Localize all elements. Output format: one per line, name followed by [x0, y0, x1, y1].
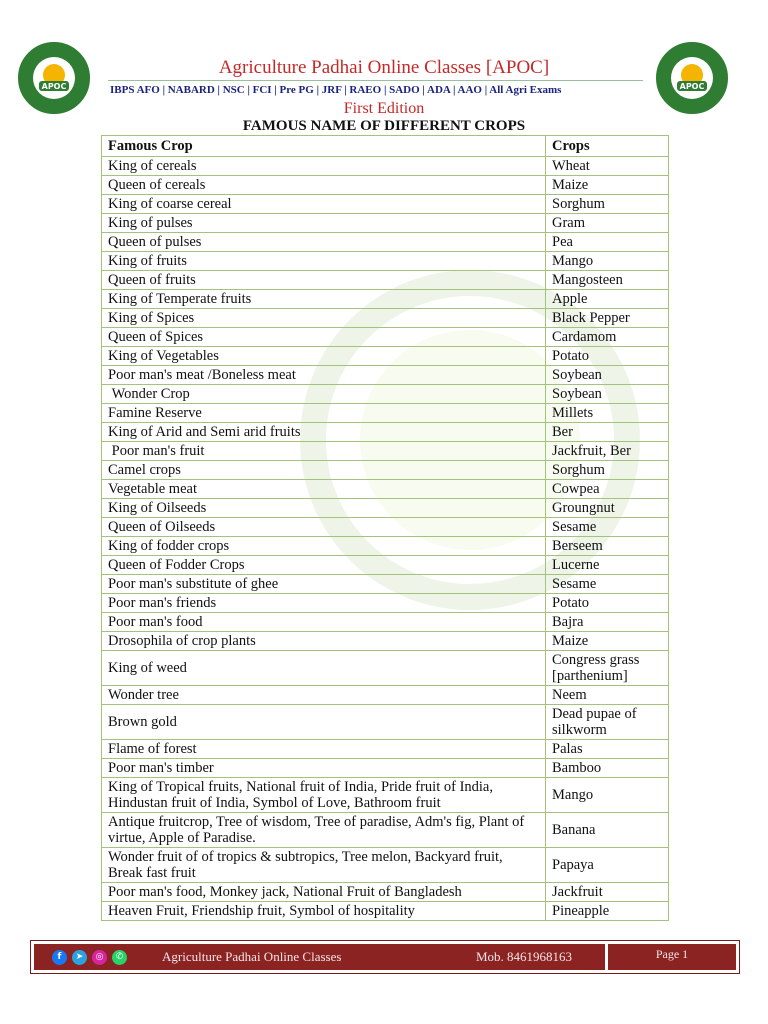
crop-cell: Sorghum [546, 195, 669, 214]
footer-org-name: Agriculture Padhai Online Classes [162, 949, 342, 964]
table-row [102, 423, 669, 442]
table-row [102, 271, 669, 290]
crop-cell: Bajra [546, 613, 669, 632]
crop-cell: Mango [546, 778, 669, 813]
famous-name-cell: King of Temperate fruits [102, 290, 546, 309]
crop-cell: Maize [546, 632, 669, 651]
crop-cell: Soybean [546, 366, 669, 385]
famous-name-cell: Poor man's friends [102, 594, 546, 613]
crop-cell: Mango [546, 252, 669, 271]
facebook-icon[interactable]: f [52, 950, 67, 965]
crop-cell: Lucerne [546, 556, 669, 575]
famous-name-cell: King of Oilseeds [102, 499, 546, 518]
crop-cell: Jackfruit, Ber [546, 442, 669, 461]
table-row [102, 705, 669, 740]
header-exam-list: IBPS AFO | NABARD | NSC | FCI | Pre PG | JRF | RAEO | SADO | ADA | AAO | All Agri Exams [110, 84, 562, 96]
header-famous-crop: Famous Crop [102, 136, 546, 157]
crop-cell: Millets [546, 404, 669, 423]
table-row [102, 883, 669, 902]
famous-name-cell: Heaven Fruit, Friendship fruit, Symbol of hospitality [102, 902, 546, 921]
famous-name-cell: King of Vegetables [102, 347, 546, 366]
header-divider [108, 80, 643, 81]
crop-cell: Sesame [546, 518, 669, 537]
table-row [102, 575, 669, 594]
table-row [102, 195, 669, 214]
crop-cell: Black Pepper [546, 309, 669, 328]
crop-cell: Wheat [546, 157, 669, 176]
crop-cell: Gram [546, 214, 669, 233]
table-row [102, 632, 669, 651]
table-row [102, 157, 669, 176]
crop-cell: Ber [546, 423, 669, 442]
famous-name-cell: Poor man's food [102, 613, 546, 632]
famous-name-cell: Antique fruitcrop, Tree of wisdom, Tree of paradise, Adm's fig, Plant of virtue, Apple of Paradise. [102, 813, 546, 848]
table-row [102, 309, 669, 328]
crop-cell: Jackfruit [546, 883, 669, 902]
crop-cell: Potato [546, 347, 669, 366]
crop-cell: Palas [546, 740, 669, 759]
famous-name-cell: Vegetable meat [102, 480, 546, 499]
table-row [102, 594, 669, 613]
crop-cell: Cowpea [546, 480, 669, 499]
crop-cell: Dead pupae of silkworm [546, 705, 669, 740]
header-crops: Crops [546, 136, 669, 157]
table-row [102, 778, 669, 813]
table-row [102, 537, 669, 556]
famous-name-cell: King of Spices [102, 309, 546, 328]
crop-cell: Berseem [546, 537, 669, 556]
table-row [102, 214, 669, 233]
famous-name-cell: Poor man's timber [102, 759, 546, 778]
famous-name-cell: Wonder Crop [102, 385, 546, 404]
table-row [102, 902, 669, 921]
page-number: Page 1 [608, 944, 736, 970]
table-row [102, 556, 669, 575]
table-row [102, 366, 669, 385]
famous-name-cell: Poor man's fruit [102, 442, 546, 461]
famous-name-cell: Queen of Spices [102, 328, 546, 347]
famous-name-cell: Camel crops [102, 461, 546, 480]
crop-cell: Banana [546, 813, 669, 848]
famous-name-cell: Poor man's food, Monkey jack, National Fruit of Bangladesh [102, 883, 546, 902]
famous-name-cell: Poor man's substitute of ghee [102, 575, 546, 594]
table-body [102, 157, 669, 921]
crop-cell: Cardamom [546, 328, 669, 347]
table-row [102, 442, 669, 461]
crops-table [101, 135, 669, 921]
famous-name-cell: King of coarse cereal [102, 195, 546, 214]
crop-cell: Bamboo [546, 759, 669, 778]
header-edition: First Edition [343, 100, 425, 117]
table-row [102, 347, 669, 366]
table-row [102, 759, 669, 778]
famous-name-cell: Drosophila of crop plants [102, 632, 546, 651]
logo-text: APOC [41, 82, 67, 91]
crop-cell: Apple [546, 290, 669, 309]
footer-bar [34, 944, 605, 970]
table-title: FAMOUS NAME OF DIFFERENT CROPS [242, 118, 526, 134]
table-row [102, 461, 669, 480]
table-row [102, 385, 669, 404]
famous-name-cell: King of Arid and Semi arid fruits [102, 423, 546, 442]
table-row [102, 499, 669, 518]
table-row [102, 613, 669, 632]
table-row [102, 404, 669, 423]
page-footer [30, 940, 740, 974]
crop-cell: Soybean [546, 385, 669, 404]
crop-cell: Papaya [546, 848, 669, 883]
crop-cell: Pea [546, 233, 669, 252]
famous-name-cell: Queen of fruits [102, 271, 546, 290]
famous-name-cell: Poor man's meat /Boneless meat [102, 366, 546, 385]
crop-cell: Sesame [546, 575, 669, 594]
famous-name-cell: King of weed [102, 651, 546, 686]
logo-text: APOC [679, 82, 705, 91]
table-row [102, 480, 669, 499]
crop-cell: Pineapple [546, 902, 669, 921]
instagram-icon[interactable]: ◎ [92, 950, 107, 965]
famous-name-cell: Famine Reserve [102, 404, 546, 423]
famous-name-cell: Queen of pulses [102, 233, 546, 252]
famous-name-cell: Queen of cereals [102, 176, 546, 195]
crop-cell: Mangosteen [546, 271, 669, 290]
table-header-row [102, 136, 669, 157]
whatsapp-icon[interactable]: ✆ [112, 950, 127, 965]
table-row [102, 328, 669, 347]
crop-cell: Sorghum [546, 461, 669, 480]
famous-name-cell: Wonder tree [102, 686, 546, 705]
famous-name-cell: Wonder fruit of of tropics & subtropics, Tree melon, Backyard fruit, Break fast fruit [102, 848, 546, 883]
famous-name-cell: King of fruits [102, 252, 546, 271]
footer-mobile: Mob. 8461968163 [476, 949, 573, 964]
famous-name-cell: King of pulses [102, 214, 546, 233]
crop-cell: Neem [546, 686, 669, 705]
famous-name-cell: King of Tropical fruits, National fruit of India, Pride fruit of India, Hindustan fruit of India, Symbol of Love, Bathroom fruit [102, 778, 546, 813]
famous-name-cell: King of cereals [102, 157, 546, 176]
famous-name-cell: King of fodder crops [102, 537, 546, 556]
table-row [102, 518, 669, 537]
table-row [102, 740, 669, 759]
crop-cell: Potato [546, 594, 669, 613]
table-row [102, 686, 669, 705]
famous-name-cell: Brown gold [102, 705, 546, 740]
crop-cell: Maize [546, 176, 669, 195]
crop-cell: Groungnut [546, 499, 669, 518]
famous-name-cell: Flame of forest [102, 740, 546, 759]
table-row [102, 813, 669, 848]
famous-name-cell: Queen of Oilseeds [102, 518, 546, 537]
table-row [102, 233, 669, 252]
telegram-icon[interactable]: ➤ [72, 950, 87, 965]
table-row [102, 176, 669, 195]
social-icons [52, 950, 127, 965]
table-row [102, 651, 669, 686]
table-row [102, 848, 669, 883]
header-title: Agriculture Padhai Online Classes [APOC] [218, 57, 550, 78]
table-row [102, 252, 669, 271]
crop-cell: Congress grass [parthenium] [546, 651, 669, 686]
table-row [102, 290, 669, 309]
famous-name-cell: Queen of Fodder Crops [102, 556, 546, 575]
